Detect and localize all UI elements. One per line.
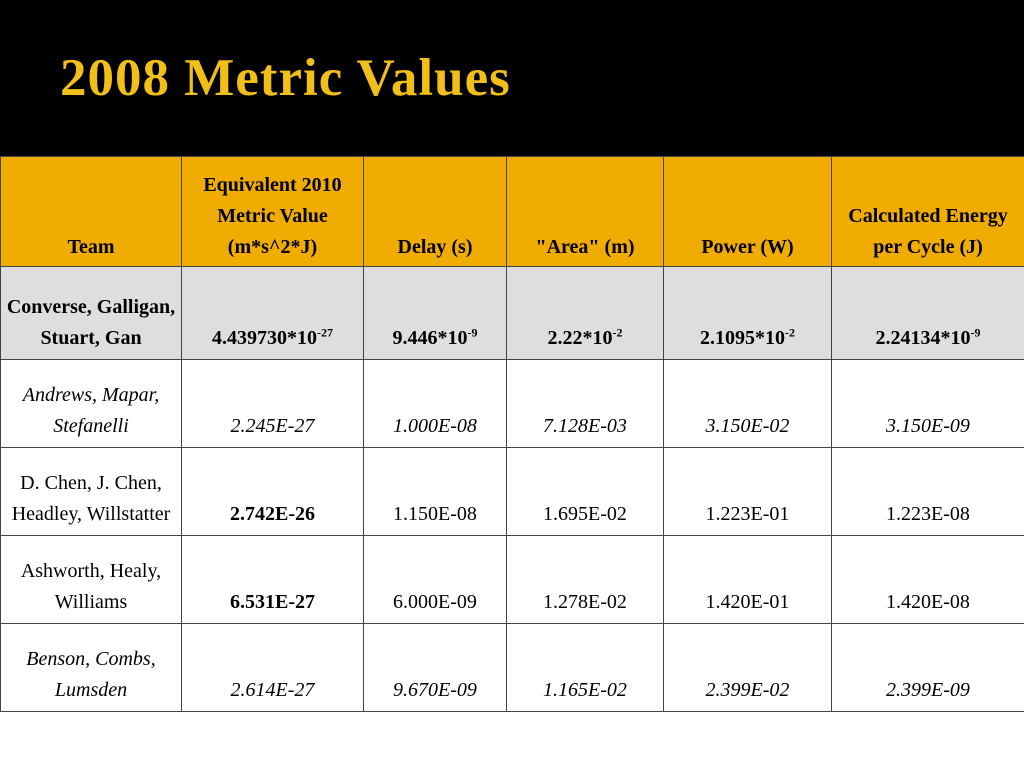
area-cell: 1.278E-02 — [507, 536, 664, 624]
value-exponent: -9 — [970, 325, 981, 340]
energy-cell — [832, 267, 1024, 360]
table-row — [1, 360, 1024, 448]
power-cell — [664, 267, 832, 360]
table-row — [1, 448, 1024, 536]
energy-cell: 1.420E-08 — [832, 536, 1024, 624]
value-base: 9.446*10 — [392, 327, 468, 349]
value-exponent: -2 — [785, 325, 795, 340]
delay-cell: 9.670E-09 — [364, 624, 507, 712]
team-cell: Benson, Combs, Lumsden — [1, 624, 182, 712]
delay-cell: 1.150E-08 — [364, 448, 507, 536]
title-bar — [0, 0, 1024, 156]
energy-cell: 2.399E-09 — [832, 624, 1024, 712]
equivalent-metric-cell: 2.742E-26 — [182, 448, 364, 536]
energy-cell: 1.223E-08 — [832, 448, 1024, 536]
header-area: "Area" (m) — [507, 157, 664, 267]
header-energy: Calculated Energy per Cycle (J) — [832, 157, 1024, 267]
header-delay: Delay (s) — [364, 157, 507, 267]
equivalent-metric-cell — [182, 267, 364, 360]
delay-cell — [364, 267, 507, 360]
delay-cell: 1.000E-08 — [364, 360, 507, 448]
team-cell: Ashworth, Healy, Williams — [1, 536, 182, 624]
header-row — [1, 157, 1024, 267]
equivalent-metric-cell: 2.614E-27 — [182, 624, 364, 712]
value-exponent: -2 — [612, 325, 623, 340]
power-cell: 1.420E-01 — [664, 536, 832, 624]
equivalent-metric-cell: 2.245E-27 — [182, 360, 364, 448]
area-cell: 7.128E-03 — [507, 360, 664, 448]
value-base: 2.22*10 — [547, 327, 613, 349]
team-cell: Converse, Galligan, Stuart, Gan — [1, 267, 182, 360]
table-row — [1, 267, 1024, 360]
power-cell: 3.150E-02 — [664, 360, 832, 448]
delay-cell: 6.000E-09 — [364, 536, 507, 624]
metric-table — [0, 156, 1024, 712]
table-row — [1, 536, 1024, 624]
value-exponent: -9 — [467, 325, 478, 340]
energy-cell: 3.150E-09 — [832, 360, 1024, 448]
team-cell: D. Chen, J. Chen, Headley, Willstatter — [1, 448, 182, 536]
area-cell — [507, 267, 664, 360]
header-power: Power (W) — [664, 157, 832, 267]
slide-title: 2008 Metric Values — [60, 49, 511, 107]
power-cell: 2.399E-02 — [664, 624, 832, 712]
area-cell: 1.695E-02 — [507, 448, 664, 536]
value-exponent: -27 — [317, 325, 333, 340]
table-row — [1, 624, 1024, 712]
power-cell: 1.223E-01 — [664, 448, 832, 536]
value-base: 2.24134*10 — [875, 327, 971, 349]
area-cell: 1.165E-02 — [507, 624, 664, 712]
equivalent-metric-cell: 6.531E-27 — [182, 536, 364, 624]
header-team: Team — [1, 157, 182, 267]
team-cell: Andrews, Mapar, Stefanelli — [1, 360, 182, 448]
value-base: 4.439730*10 — [212, 327, 317, 349]
value-base: 2.1095*10 — [700, 327, 785, 349]
header-equivalent-metric: Equivalent 2010 Metric Value (m*s^2*J) — [182, 157, 364, 267]
